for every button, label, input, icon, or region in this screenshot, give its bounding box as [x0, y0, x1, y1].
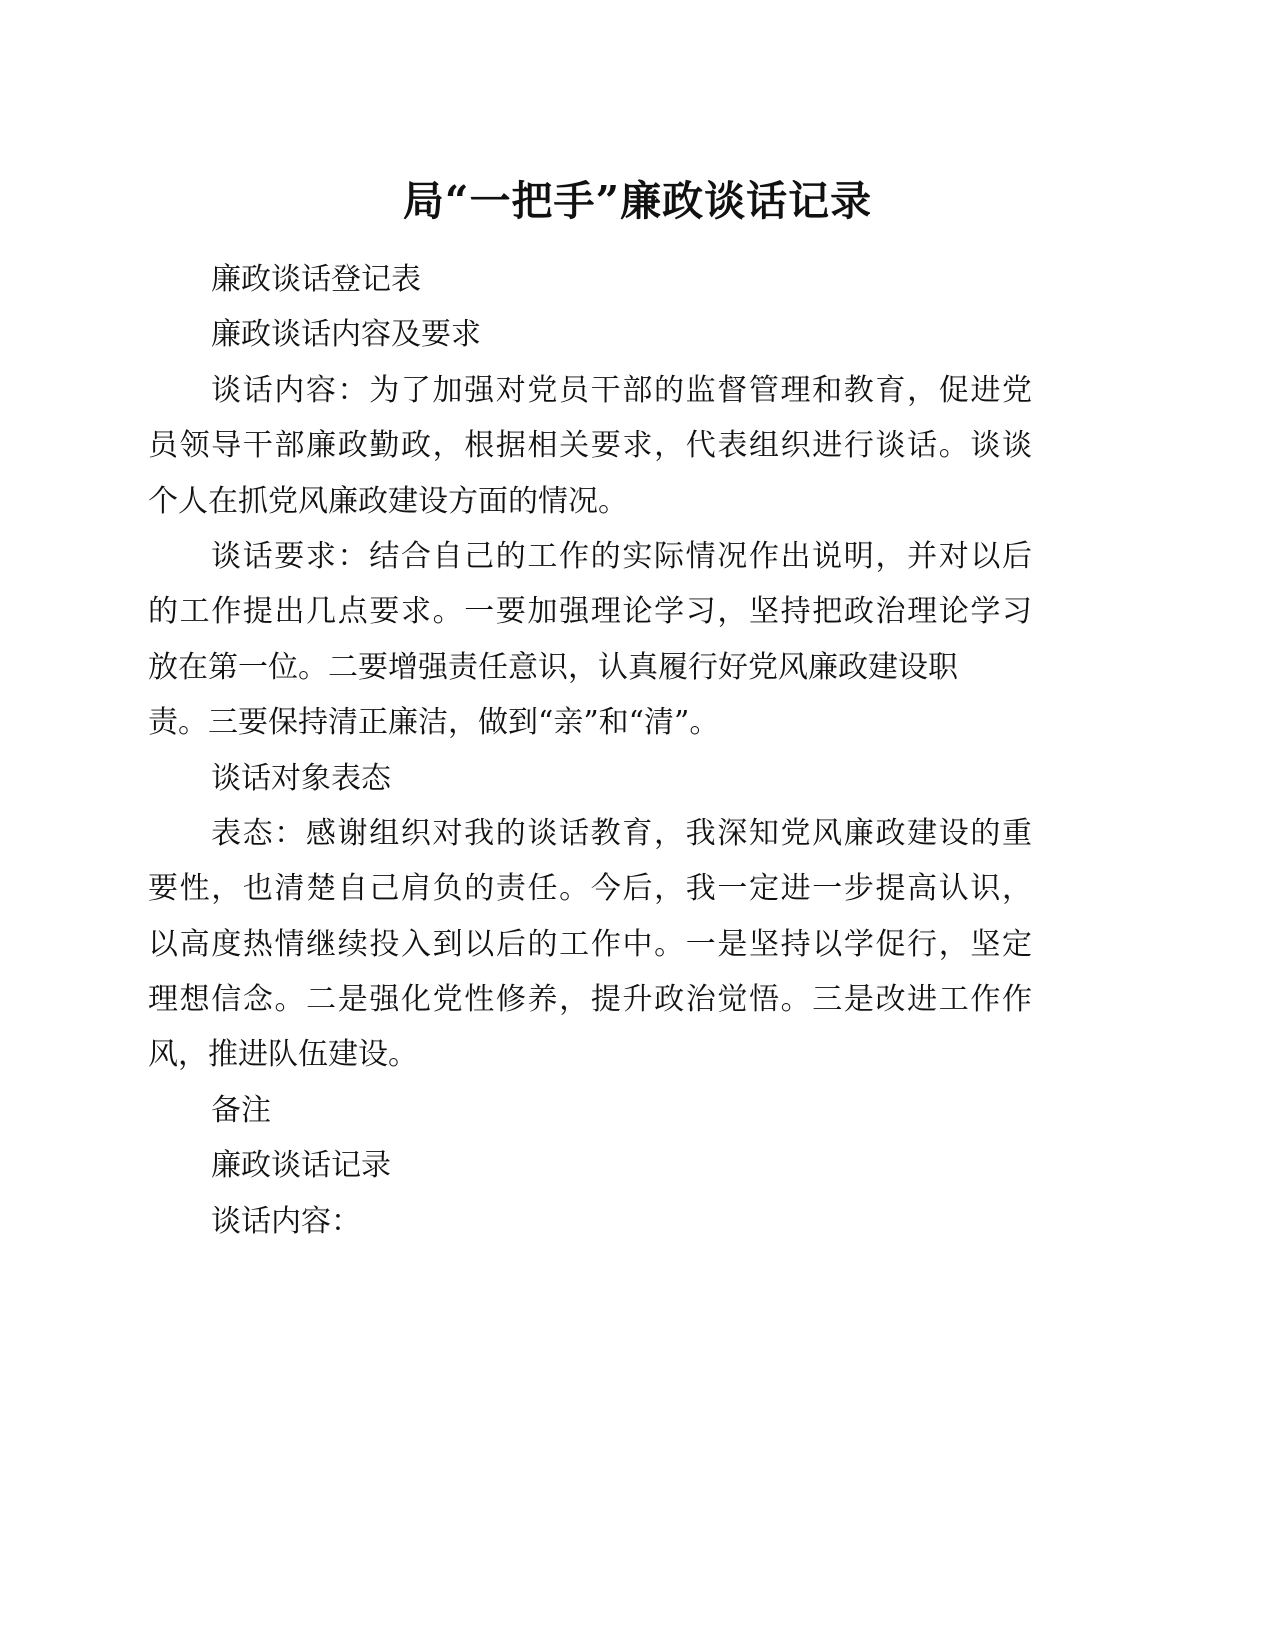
text-line: 要性，也清楚自己肩负的责任。今后，我一定进一步提高认识， — [148, 871, 1032, 907]
text-line: 员领导干部廉政勤政，根据相关要求，代表组织进行谈话。谈谈 — [148, 428, 1032, 464]
text-line: 表态：感谢组织对我的谈话教育，我深知党风廉政建设的重 — [211, 815, 1032, 851]
text-line: 的工作提出几点要求。一要加强理论学习，坚持把政治理论学习 — [148, 594, 1032, 630]
text-line: 责。三要保持清正廉洁，做到“亲”和“清”。 — [148, 705, 720, 741]
paragraph — [148, 806, 1032, 1083]
paragraph — [148, 1083, 1032, 1138]
paragraph — [148, 307, 1032, 362]
text-line: 谈话对象表态 — [211, 760, 391, 796]
document-title: 局“一把手”廉政谈话记录 — [402, 177, 873, 225]
paragraph — [148, 1138, 1032, 1193]
text-line: 谈话要求：结合自己的工作的实际情况作出说明，并对以后 — [211, 538, 1032, 574]
text-line: 备注 — [211, 1092, 271, 1128]
paragraph — [148, 252, 1032, 307]
text-line: 廉政谈话记录 — [211, 1148, 391, 1184]
text-line: 以高度热情继续投入到以后的工作中。一是坚持以学促行，坚定 — [148, 926, 1032, 962]
paragraph — [148, 529, 1032, 751]
text-line: 谈话内容： — [211, 1203, 361, 1239]
text-line: 谈话内容：为了加强对党员干部的监督管理和教育，促进党 — [211, 372, 1032, 408]
paragraph — [148, 1194, 1032, 1249]
document-body — [148, 252, 1032, 1249]
text-line: 廉政谈话内容及要求 — [211, 317, 481, 353]
text-line: 廉政谈话登记表 — [211, 262, 421, 297]
text-line: 个人在抓党风廉政建设方面的情况。 — [148, 483, 628, 519]
paragraph — [148, 363, 1032, 529]
text-line: 理想信念。二是强化党性修养，提升政治觉悟。三是改进工作作 — [148, 982, 1032, 1018]
paragraph — [148, 751, 1032, 806]
text-line: 放在第一位。二要增强责任意识，认真履行好党风廉政建设职 — [148, 649, 958, 685]
text-line: 风，推进队伍建设。 — [148, 1037, 418, 1073]
